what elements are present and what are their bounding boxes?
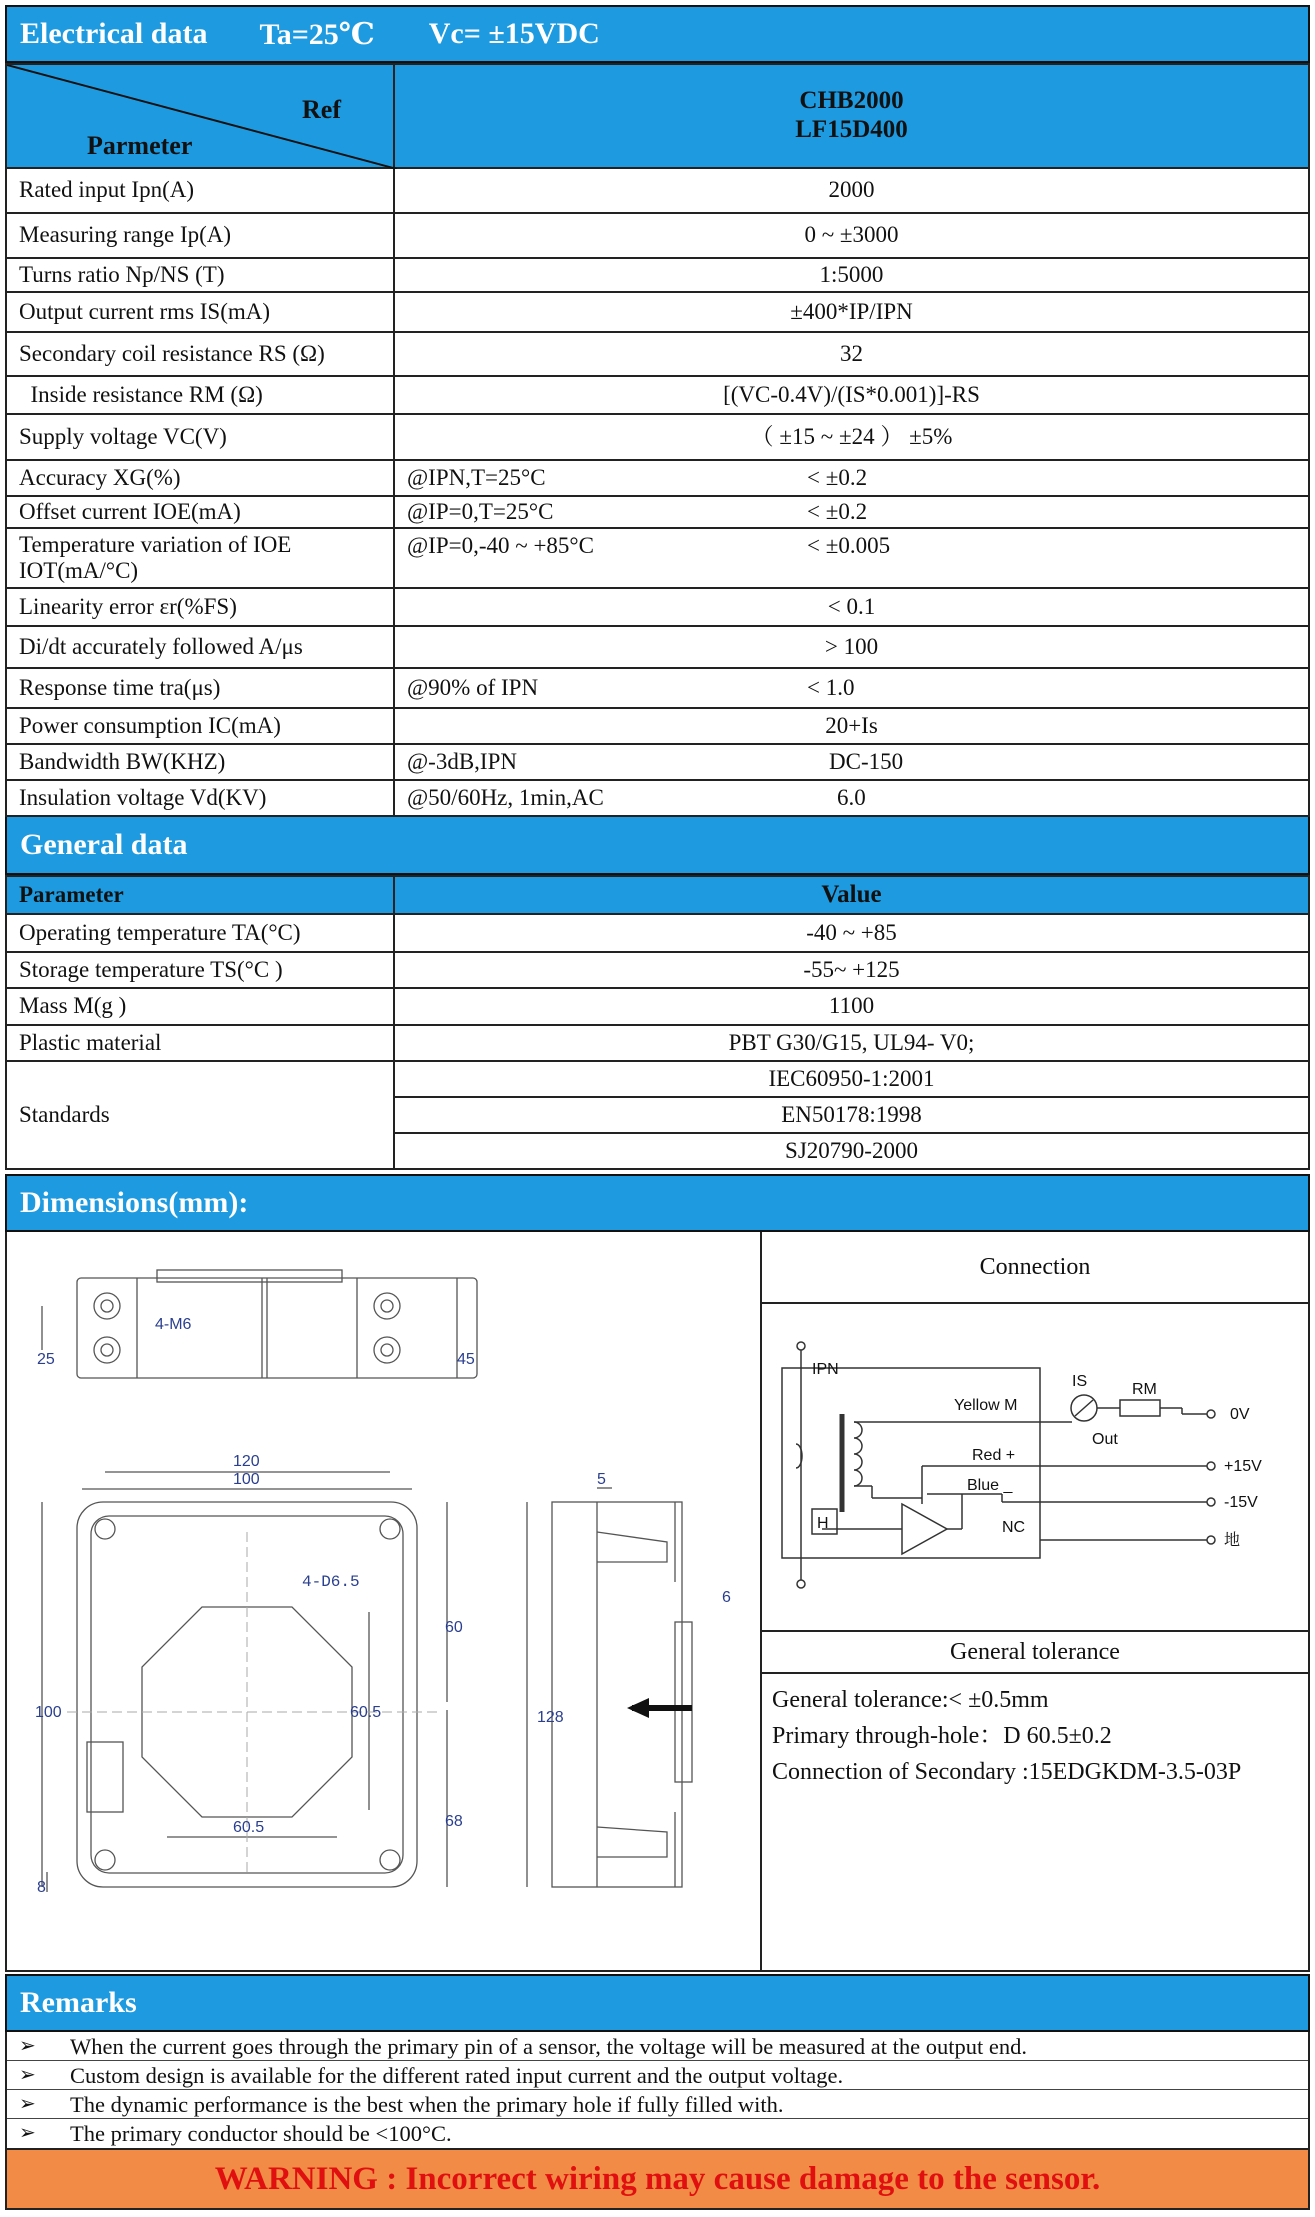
dim-4-d6-5: 4-D6.5 bbox=[302, 1573, 360, 1591]
supply-voltage-condition: Vc= ±15VDC bbox=[428, 17, 600, 50]
model-cell bbox=[394, 64, 1309, 168]
label-nc: NC bbox=[1002, 1519, 1026, 1536]
bullet-arrow-icon: ➢ bbox=[19, 2064, 36, 2086]
connection-and-tolerance bbox=[762, 1232, 1308, 1970]
label-plus-15v: +15V bbox=[1224, 1458, 1262, 1475]
value-temp-variation: < ±0.005 bbox=[807, 533, 891, 558]
param-accuracy: Accuracy XG(%) bbox=[6, 460, 394, 496]
model-name-2: LF15D400 bbox=[795, 116, 908, 143]
value-turns-ratio: 1:5000 bbox=[819, 261, 884, 287]
dim-68: 68 bbox=[445, 1813, 463, 1830]
tolerance-general: General tolerance:< ±0.5mm bbox=[772, 1687, 1049, 1713]
label-0v: 0V bbox=[1230, 1406, 1250, 1423]
param-supply-voltage: Supply voltage VC(V) bbox=[6, 414, 394, 460]
value-offset-current: < ±0.2 bbox=[807, 498, 868, 524]
param-mass: Mass M(g ) bbox=[6, 988, 394, 1025]
param-standards: Standards bbox=[6, 1061, 394, 1169]
electrical-data-table bbox=[5, 63, 1310, 817]
cond-response-time: @90% of IPN bbox=[407, 674, 539, 700]
parameter-label: Parmeter bbox=[87, 131, 193, 161]
bullet-arrow-icon: ➢ bbox=[19, 2093, 36, 2115]
param-secondary-resistance: Secondary coil resistance RS (Ω) bbox=[6, 332, 394, 376]
param-temp-variation-line1: Temperature variation of IOE bbox=[19, 531, 292, 557]
tolerance-through-hole: Primary through-hole：D 60.5±0.2 bbox=[772, 1723, 1112, 1749]
param-temp-variation-line2: IOT(mA/°C) bbox=[19, 558, 139, 583]
dim-100-top: 100 bbox=[233, 1471, 260, 1488]
bullet-arrow-icon: ➢ bbox=[19, 2035, 36, 2057]
electrical-data-title: Electrical data bbox=[20, 17, 208, 50]
dim-25: 25 bbox=[37, 1351, 55, 1368]
param-bandwidth: Bandwidth BW(KHZ) bbox=[6, 744, 394, 780]
electrical-data-header bbox=[5, 5, 1310, 63]
label-out: Out bbox=[1092, 1431, 1118, 1448]
warning-banner: WARNING : Incorrect wiring may cause damage to the sensor. bbox=[5, 2150, 1310, 2210]
cond-temp-variation: @IP=0,-40 ~ +85°C bbox=[407, 533, 594, 558]
dim-4-m6: 4-M6 bbox=[155, 1316, 192, 1333]
dim-100-left: 100 bbox=[35, 1704, 62, 1721]
datasheet bbox=[5, 5, 1310, 2210]
dim-45: 45 bbox=[457, 1351, 475, 1368]
value-rated-input: 2000 bbox=[828, 177, 875, 203]
value-inside-resistance: [(VC-0.4V)/(IS*0.001)]-RS bbox=[723, 381, 980, 407]
dim-6: 6 bbox=[722, 1589, 731, 1606]
general-data-title: General data bbox=[20, 828, 188, 861]
label-red: Red + bbox=[972, 1447, 1016, 1464]
param-response-time: Response time tra(μs) bbox=[6, 668, 394, 708]
remark-text: The primary conductor should be <100°C. bbox=[70, 2121, 452, 2146]
tolerance-list bbox=[762, 1674, 1308, 1790]
general-data-header bbox=[5, 817, 1310, 875]
value-measuring-range: 0 ~ ±3000 bbox=[804, 222, 899, 248]
param-offset-current: Offset current IOE(mA) bbox=[6, 496, 394, 528]
label-ipn: IPN bbox=[812, 1361, 839, 1378]
remarks-header bbox=[5, 1974, 1310, 2032]
param-power-consumption: Power consumption IC(mA) bbox=[6, 708, 394, 744]
param-didt: Di/dt accurately followed A/μs bbox=[6, 626, 394, 668]
value-didt: > 100 bbox=[824, 633, 879, 659]
connection-title: Connection bbox=[762, 1232, 1308, 1304]
dim-8: 8 bbox=[37, 1879, 46, 1896]
value-power-consumption: 20+Is bbox=[825, 712, 878, 738]
label-ground: 地 bbox=[1224, 1532, 1241, 1549]
value-insulation-voltage: 6.0 bbox=[837, 784, 866, 810]
remark-text: When the current goes through the primary pin of a sensor, the voltage will be measured at the output end. bbox=[70, 2034, 1027, 2059]
param-inside-resistance: Inside resistance RM (Ω) bbox=[6, 376, 394, 414]
label-blue: Blue _ bbox=[967, 1477, 1013, 1494]
cond-bandwidth: @-3dB,IPN bbox=[407, 748, 517, 774]
remark-item bbox=[7, 2090, 1308, 2119]
tolerance-secondary-connection: Connection of Secondary :15EDGKDM-3.5-03P bbox=[772, 1759, 1242, 1785]
value-linearity-error: < 0.1 bbox=[827, 593, 876, 619]
connection-diagram bbox=[762, 1304, 1308, 1632]
param-plastic-material: Plastic material bbox=[6, 1025, 394, 1061]
dimensions-header bbox=[5, 1174, 1310, 1232]
mechanical-drawing-svg bbox=[7, 1232, 760, 1970]
remarks-title: Remarks bbox=[20, 1986, 137, 2019]
standard-en: EN50178:1998 bbox=[781, 1101, 922, 1127]
model-name-1: CHB2000 bbox=[799, 87, 904, 115]
dimensions-section bbox=[5, 1232, 1310, 1972]
ref-label: Ref bbox=[302, 95, 341, 124]
value-output-current: ±400*IP/IPN bbox=[790, 298, 913, 324]
dim-60: 60 bbox=[445, 1619, 463, 1636]
value-plastic-material: PBT G30/G15, UL94- V0; bbox=[728, 1029, 975, 1055]
remark-item bbox=[7, 2119, 1308, 2148]
value-secondary-resistance: 32 bbox=[840, 340, 863, 366]
standard-sj: SJ20790-2000 bbox=[785, 1137, 918, 1163]
param-linearity-error: Linearity error εr(%FS) bbox=[6, 588, 394, 626]
connection-diagram-svg bbox=[762, 1304, 1310, 1630]
label-minus-15v: -15V bbox=[1224, 1494, 1258, 1511]
bullet-arrow-icon: ➢ bbox=[19, 2122, 36, 2144]
value-storage-temp: -55~ +125 bbox=[803, 956, 900, 982]
dim-120: 120 bbox=[233, 1453, 260, 1470]
value-response-time: < 1.0 bbox=[807, 674, 855, 700]
label-yellow: Yellow M bbox=[954, 1397, 1018, 1414]
ambient-temperature: Ta=25℃ bbox=[259, 17, 375, 51]
param-operating-temp: Operating temperature TA(°C) bbox=[6, 914, 394, 952]
remark-text: Custom design is available for the different rated input current and the output voltage. bbox=[70, 2063, 844, 2088]
mechanical-drawing bbox=[7, 1232, 762, 1970]
param-rated-input: Rated input Ipn(A) bbox=[6, 168, 394, 213]
general-col-value: Value bbox=[821, 880, 882, 908]
label-hall: H bbox=[817, 1515, 829, 1532]
remarks-list bbox=[5, 2032, 1310, 2150]
tolerance-title: General tolerance bbox=[762, 1632, 1308, 1674]
standard-iec: IEC60950-1:2001 bbox=[768, 1065, 935, 1091]
remark-item bbox=[7, 2061, 1308, 2090]
general-data-table bbox=[5, 875, 1310, 1170]
dim-60-5-horizontal: 60.5 bbox=[233, 1819, 265, 1836]
label-rm: RM bbox=[1132, 1381, 1157, 1398]
cond-offset-current: @IP=0,T=25°C bbox=[407, 498, 554, 524]
dim-60-5-vertical: 60.5 bbox=[350, 1704, 382, 1721]
value-operating-temp: -40 ~ +85 bbox=[806, 919, 897, 945]
remark-item bbox=[7, 2032, 1308, 2061]
param-storage-temp: Storage temperature TS(°C ) bbox=[6, 952, 394, 988]
dimensions-title: Dimensions(mm): bbox=[20, 1186, 249, 1219]
param-temp-variation bbox=[6, 528, 394, 588]
label-is: IS bbox=[1072, 1373, 1088, 1390]
value-supply-voltage: （ ±15 ~ ±24 ） ±5% bbox=[750, 423, 953, 449]
param-insulation-voltage: Insulation voltage Vd(KV) bbox=[6, 780, 394, 816]
dim-5: 5 bbox=[597, 1471, 606, 1488]
ref-parameter-cell bbox=[6, 64, 394, 168]
value-accuracy: < ±0.2 bbox=[807, 464, 868, 490]
cond-insulation-voltage: @50/60Hz, 1min,AC bbox=[407, 784, 604, 810]
remark-text: The dynamic performance is the best when the primary hole if fully filled with. bbox=[70, 2092, 784, 2117]
dim-128: 128 bbox=[537, 1709, 564, 1726]
value-mass: 1100 bbox=[828, 993, 875, 1019]
param-turns-ratio: Turns ratio Np/NS (T) bbox=[6, 258, 394, 292]
value-bandwidth: DC-150 bbox=[829, 748, 904, 774]
param-measuring-range: Measuring range Ip(A) bbox=[6, 213, 394, 258]
general-col-parameter: Parameter bbox=[6, 876, 394, 914]
cond-accuracy: @IPN,T=25°C bbox=[407, 464, 546, 490]
param-output-current: Output current rms IS(mA) bbox=[6, 292, 394, 332]
